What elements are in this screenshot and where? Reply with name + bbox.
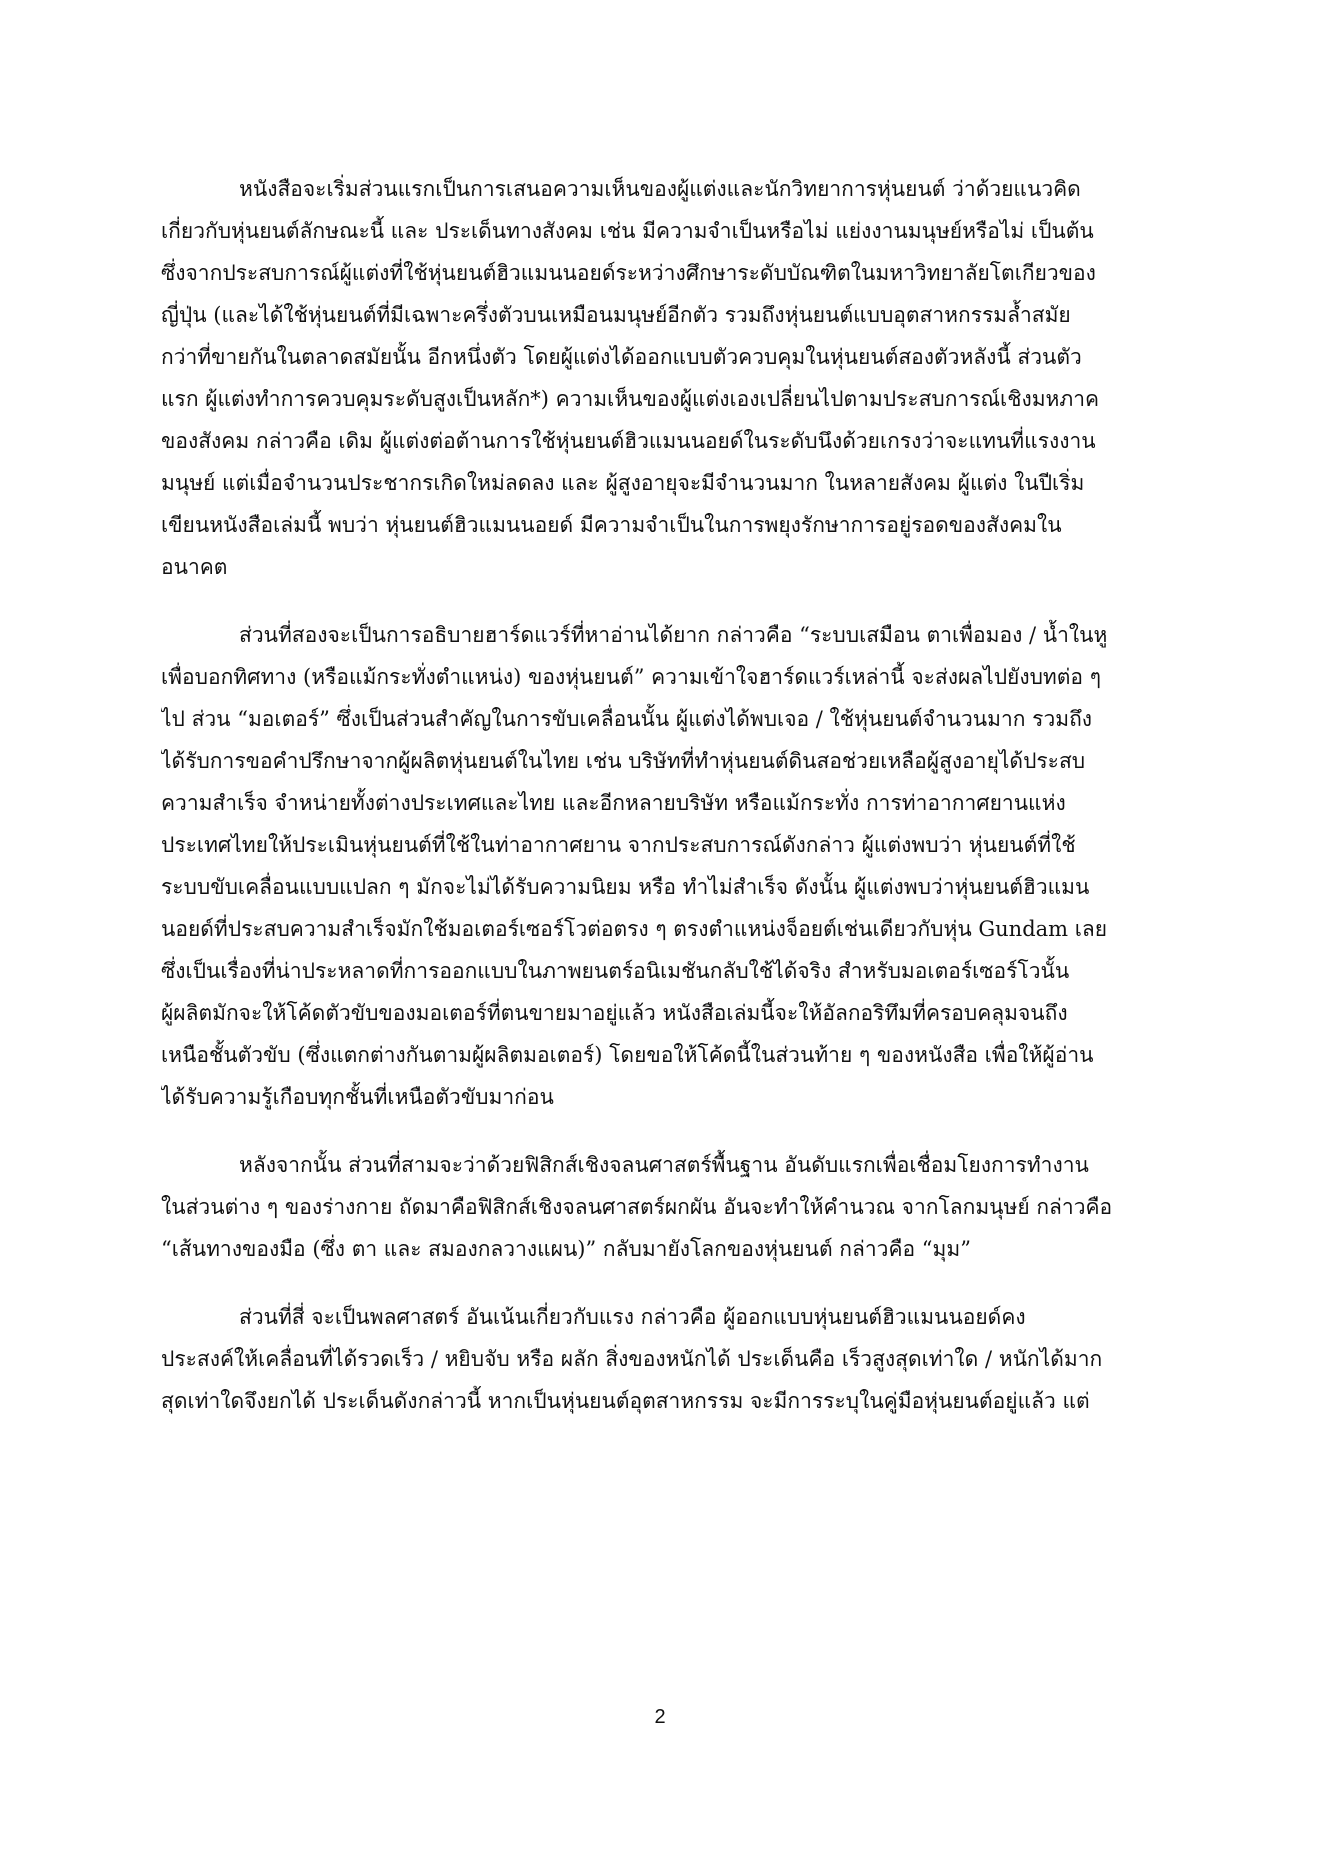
text-line: ระบบขับเคลื่อนแบบแปลก ๆ มักจะไม่ได้รับความนิยม หรือ ทำไม่สำเร็จ ดังนั้น ผู้แต่งพบว่าหุ่นยนต์ฮิวแมน	[161, 875, 1090, 899]
text-line: หลังจากนั้น ส่วนที่สามจะว่าด้วยฟิสิกส์เชิงจลนศาสตร์พื้นฐาน อันดับแรกเพื่อเชื่อมโยงการทำงาน	[239, 1153, 1089, 1177]
paragraph-gap	[161, 1118, 1161, 1144]
text-line: “เส้นทางของมือ (ซึ่ง ตา และ สมองกลวางแผน)” กลับมายังโลกของหุ่นยนต์ กล่าวคือ “มุม”	[161, 1237, 971, 1261]
text-line: แรก ผู้แต่งทำการควบคุมระดับสูงเป็นหลัก*) ความเห็นของผู้แต่งเองเปลี่ยนไปตามประสบการณ์เชิงมหภาค	[161, 387, 1100, 411]
paragraph-4	[161, 1296, 1161, 1422]
page-number: 2	[654, 1706, 666, 1728]
paragraph-gap	[161, 588, 1161, 614]
paragraph-3	[161, 1144, 1161, 1270]
text-line: ส่วนที่สี่ จะเป็นพลศาสตร์ อันเน้นเกี่ยวกับแรง กล่าวคือ ผู้ออกแบบหุ่นยนต์ฮิวแมนนอยด์คง	[239, 1305, 1026, 1329]
text-line: ซึ่งจากประสบการณ์ผู้แต่งที่ใช้หุ่นยนต์ฮิวแมนนอยด์ระหว่างศึกษาระดับบัณฑิตในมหาวิทยาลัยโตเกียวของ	[161, 261, 1096, 285]
text-line: กว่าที่ขายกันในตลาดสมัยนั้น อีกหนึ่งตัว โดยผู้แต่งได้ออกแบบตัวควบคุมในหุ่นยนต์สองตัวหลังนี้ ส่วนตัว	[161, 345, 1082, 369]
text-line: นอยด์ที่ประสบความสำเร็จมักใช้มอเตอร์เซอร์โวต่อตรง ๆ ตรงตำแหน่งจ็อยต์เช่นเดียวกับหุ่น Gundam เลย	[161, 917, 1108, 941]
text-line: ประสงค์ให้เคลื่อนที่ได้รวดเร็ว / หยิบจับ หรือ ผลัก สิ่งของหนักได้ ประเด็นคือ เร็วสูงสุดเท่าใด / หนักได้มาก	[161, 1347, 1103, 1371]
text-line: ส่วนที่สองจะเป็นการอธิบายฮาร์ดแวร์ที่หาอ่านได้ยาก กล่าวคือ “ระบบเสมือน ตาเพื่อมอง / น้ำในหู	[239, 623, 1108, 647]
text-line: ผู้ผลิตมักจะให้โค้ดตัวขับของมอเตอร์ที่ตนขายมาอยู่แล้ว หนังสือเล่มนี้จะให้อัลกอริทึมที่ครอบคลุมจนถึง	[161, 1001, 1068, 1025]
text-line: ญี่ปุ่น (และได้ใช้หุ่นยนต์ที่มีเฉพาะครึ่งตัวบนเหมือนมนุษย์อีกตัว รวมถึงหุ่นยนต์แบบอุตสาหกรรมล้ำสมัย	[161, 303, 1071, 327]
text-line: สุดเท่าใดจึงยกได้ ประเด็นดังกล่าวนี้ หากเป็นหุ่นยนต์อุตสาหกรรม จะมีการระบุในคู่มือหุ่นยนต์อยู่แล้ว แต่	[161, 1389, 1090, 1413]
text-line: หนังสือจะเริ่มส่วนแรกเป็นการเสนอความเห็นของผู้แต่งและนักวิทยาการหุ่นยนต์ ว่าด้วยแนวคิด	[239, 177, 1081, 201]
text-line: เพื่อบอกทิศทาง (หรือแม้กระทั่งตำแหน่ง) ของหุ่นยนต์” ความเข้าใจฮาร์ดแวร์เหล่านี้ จะส่งผลไปยังบทต่อ ๆ	[161, 665, 1101, 689]
text-line: อนาคต	[161, 555, 228, 579]
text-line: ซึ่งเป็นเรื่องที่น่าประหลาดที่การออกแบบในภาพยนตร์อนิเมชันกลับใช้ได้จริง สำหรับมอเตอร์เซอร์โวนั้น	[161, 959, 1070, 983]
paragraph-gap	[161, 1270, 1161, 1296]
text-line: ได้รับความรู้เกือบทุกชั้นที่เหนือตัวขับมาก่อน	[161, 1085, 554, 1109]
text-line: เขียนหนังสือเล่มนี้ พบว่า หุ่นยนต์ฮิวแมนนอยด์ มีความจำเป็นในการพยุงรักษาการอยู่รอดของสังคมใน	[161, 513, 1062, 537]
text-line: เกี่ยวกับหุ่นยนต์ลักษณะนี้ และ ประเด็นทางสังคม เช่น มีความจำเป็นหรือไม่ แย่งงานมนุษย์หรือไม่ เป็นต้น	[161, 219, 1094, 243]
text-line: ได้รับการขอคำปรึกษาจากผู้ผลิตหุ่นยนต์ในไทย เช่น บริษัทที่ทำหุ่นยนต์ดินสอช่วยเหลือผู้สูงอายุได้ประสบ	[161, 749, 1086, 773]
text-line: ไป ส่วน “มอเตอร์” ซึ่งเป็นส่วนสำคัญในการขับเคลื่อนนั้น ผู้แต่งได้พบเจอ / ใช้หุ่นยนต์จำนวนมาก รวมถึง	[161, 707, 1093, 731]
text-line: ในส่วนต่าง ๆ ของร่างกาย ถัดมาคือฟิสิกส์เชิงจลนศาสตร์ผกผัน อันจะทำให้คำนวณ จากโลกมนุษย์ กล่าวคือ	[161, 1195, 1113, 1219]
text-line: ของสังคม กล่าวคือ เดิม ผู้แต่งต่อต้านการใช้หุ่นยนต์ฮิวแมนนอยด์ในระดับนึงด้วยเกรงว่าจะแทนที่แรงงาน	[161, 429, 1096, 453]
paragraph-2	[161, 614, 1161, 1118]
text-line: ความสำเร็จ จำหน่ายทั้งต่างประเทศและไทย และอีกหลายบริษัท หรือแม้กระทั่ง การท่าอากาศยานแห่ง	[161, 791, 1066, 815]
text-line: ประเทศไทยให้ประเมินหุ่นยนต์ที่ใช้ในท่าอากาศยาน จากประสบการณ์ดังกล่าว ผู้แต่งพบว่า หุ่นยนต์ที่ใช้	[161, 833, 1076, 857]
paragraph-1	[161, 168, 1161, 588]
text-line: เหนือชั้นตัวขับ (ซึ่งแตกต่างกันตามผู้ผลิตมอเตอร์) โดยขอให้โค้ดนี้ในส่วนท้าย ๆ ของหนังสือ เพื่อให้ผู้อ่าน	[161, 1043, 1094, 1067]
text-line: มนุษย์ แต่เมื่อจำนวนประชากรเกิดใหม่ลดลง และ ผู้สูงอายุจะมีจำนวนมาก ในหลายสังคม ผู้แต่ง ในปีเริ่ม	[161, 471, 1085, 495]
body-text	[161, 168, 1161, 1422]
